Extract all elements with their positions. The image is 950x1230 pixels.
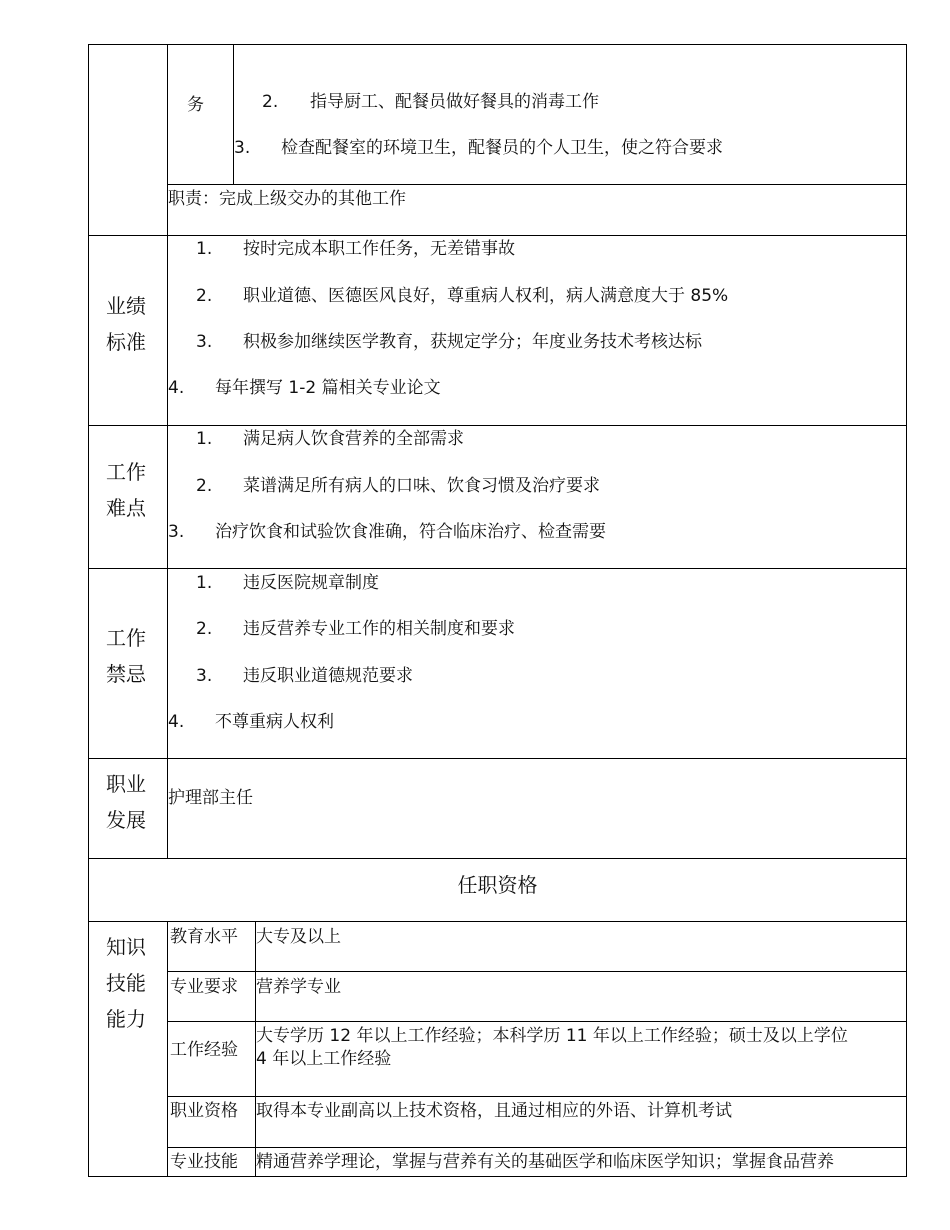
table-border-top xyxy=(88,44,907,45)
performance-label xyxy=(106,288,146,360)
table-border-bottom xyxy=(88,1176,907,1177)
career-label-line2: 发展 xyxy=(106,808,146,832)
experience-value xyxy=(256,1025,848,1070)
knowledge-label-line3: 能力 xyxy=(106,1007,146,1031)
prohibition-item-1 xyxy=(196,572,379,594)
prohibition-item-3-number: 3. xyxy=(196,666,213,686)
prohibition-item-2-number: 2. xyxy=(196,619,213,639)
experience-value-line1: 大专学历 12 年以上工作经验；本科学历 11 年以上工作经验；硕士及以上学位 xyxy=(256,1026,848,1046)
major-label: 专业要求 xyxy=(170,977,238,997)
duty-item-2-text: 指导厨工、配餐员做好餐具的消毒工作 xyxy=(310,92,599,112)
education-value: 大专及以上 xyxy=(256,927,341,947)
duty-item-2-number: 2. xyxy=(262,92,279,112)
difficulty-item-2 xyxy=(196,475,600,497)
difficulty-label-line1: 工作 xyxy=(106,460,146,484)
difficulty-item-3 xyxy=(168,521,606,543)
prohibition-item-4 xyxy=(168,711,334,733)
other-duty: 职责：完成上级交办的其他工作 xyxy=(168,189,406,209)
table-border-right xyxy=(906,44,907,1177)
row-divider-difficulty xyxy=(88,425,907,426)
difficulty-label xyxy=(106,454,146,526)
performance-item-2 xyxy=(196,285,728,307)
performance-item-1 xyxy=(196,238,515,260)
certification-label: 职业资格 xyxy=(170,1101,238,1121)
difficulty-item-3-number: 3. xyxy=(168,522,185,542)
performance-item-1-text: 按时完成本职工作任务，无差错事故 xyxy=(243,239,515,259)
prohibition-label-line2: 禁忌 xyxy=(106,662,146,686)
performance-label-line2: 标准 xyxy=(106,330,146,354)
prohibition-item-1-text: 违反医院规章制度 xyxy=(243,573,379,593)
duty-item-3-number: 3. xyxy=(234,138,251,158)
performance-item-2-text: 职业道德、医德医风良好，尊重病人权利，病人满意度大于 85% xyxy=(243,286,729,306)
career-label xyxy=(106,766,146,838)
label-column-divider-bottom xyxy=(167,921,168,1177)
difficulty-item-1 xyxy=(196,428,464,450)
label-column-divider-top xyxy=(167,44,168,859)
prohibition-item-3-text: 违反职业道德规范要求 xyxy=(243,666,413,686)
performance-item-3 xyxy=(196,331,702,353)
career-label-line1: 职业 xyxy=(106,772,146,796)
knowledge-label-line1: 知识 xyxy=(106,935,146,959)
row-divider-duty xyxy=(167,184,907,185)
difficulty-item-2-number: 2. xyxy=(196,476,213,496)
prohibition-item-2-text: 违反营养专业工作的相关制度和要求 xyxy=(243,619,515,639)
performance-item-3-number: 3. xyxy=(196,332,213,352)
skill-label: 专业技能 xyxy=(170,1152,238,1172)
performance-item-4 xyxy=(168,377,441,399)
qualification-title: 任职资格 xyxy=(457,873,538,897)
prohibition-label-line1: 工作 xyxy=(106,626,146,650)
performance-item-1-number: 1. xyxy=(196,239,213,259)
prohibition-item-4-number: 4. xyxy=(168,712,185,732)
performance-item-4-text: 每年撰写 1-2 篇相关专业论文 xyxy=(215,378,441,398)
education-label: 教育水平 xyxy=(170,927,238,947)
experience-value-line2: 4 年以上工作经验 xyxy=(256,1049,392,1069)
performance-label-line1: 业绩 xyxy=(106,294,146,318)
difficulty-item-1-text: 满足病人饮食营养的全部需求 xyxy=(243,429,464,449)
career-text: 护理部主任 xyxy=(168,788,253,808)
duty-item-3-text: 检查配餐室的环境卫生，配餐员的个人卫生，使之符合要求 xyxy=(281,138,723,158)
skill-value: 精通营养学理论，掌握与营养有关的基础医学和临床医学知识；掌握食品营养 xyxy=(256,1152,834,1172)
table-border-left xyxy=(88,44,89,1177)
difficulty-item-2-text: 菜谱满足所有病人的口味、饮食习惯及治疗要求 xyxy=(243,476,600,496)
difficulty-item-1-number: 1. xyxy=(196,429,213,449)
difficulty-label-line2: 难点 xyxy=(106,496,146,520)
performance-item-3-text: 积极参加继续医学教育，获规定学分；年度业务技术考核达标 xyxy=(243,332,702,352)
subrow-divider-1 xyxy=(167,971,907,972)
difficulty-item-3-text: 治疗饮食和试验饮食准确，符合临床治疗、检查需要 xyxy=(215,522,606,542)
performance-item-4-number: 4. xyxy=(168,378,185,398)
knowledge-label xyxy=(106,929,146,1037)
major-value: 营养学专业 xyxy=(256,977,341,997)
prohibition-item-2 xyxy=(196,618,515,640)
row-divider-career xyxy=(88,758,907,759)
row-divider-performance xyxy=(88,235,907,236)
subrow-divider-4 xyxy=(167,1147,907,1148)
experience-label: 工作经验 xyxy=(170,1040,238,1060)
certification-value: 取得本专业副高以上技术资格，且通过相应的外语、计算机考试 xyxy=(256,1101,732,1121)
prohibition-item-4-text: 不尊重病人权利 xyxy=(215,712,334,732)
row-divider-qualification xyxy=(88,858,907,859)
performance-item-2-number: 2. xyxy=(196,286,213,306)
duty-row-label: 务 xyxy=(187,95,204,115)
prohibition-item-3 xyxy=(196,665,413,687)
knowledge-label-line2: 技能 xyxy=(106,971,146,995)
subrow-divider-3 xyxy=(167,1096,907,1097)
prohibition-item-1-number: 1. xyxy=(196,573,213,593)
row-divider-knowledge xyxy=(88,921,907,922)
prohibition-label xyxy=(106,620,146,692)
duty-item-3 xyxy=(234,137,723,159)
duty-sublabel-divider xyxy=(233,44,234,185)
row-divider-prohibition xyxy=(88,568,907,569)
subrow-divider-2 xyxy=(167,1021,907,1022)
duty-item-2 xyxy=(262,91,599,113)
